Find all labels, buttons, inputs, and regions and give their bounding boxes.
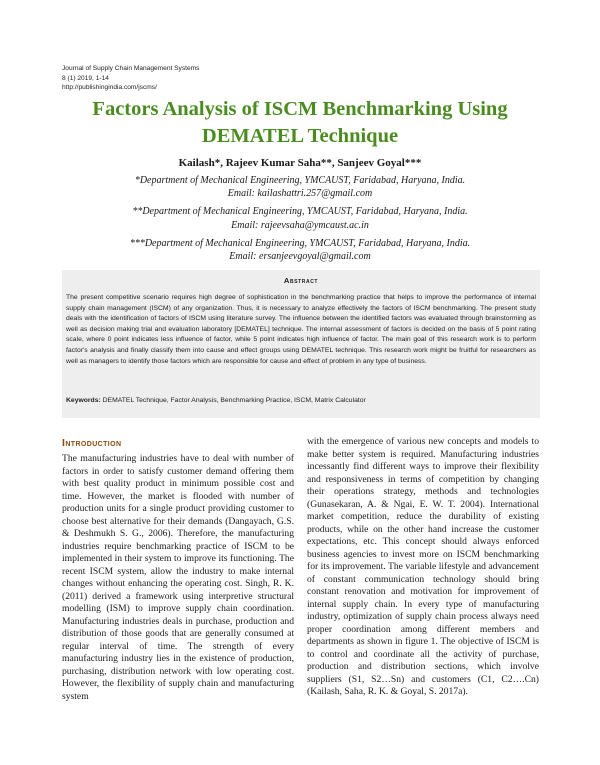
introduction-left-column: The manufacturing industries have to deal with number of factors in order to satisfy customer demand offering them with best quality product in minimum possible cost and time. However, the market is flooded with number of production units for a single product providing customer to choose best alternative for their demands (Dangayach, G.S. & Deshmukh S. G., 2006). Therefore, the manufacturing industries require benchmarking practice of ISCM to be implemented in their system to improve its functioning. The recent ISCM system, allow the industry to make internal changes without enhancing the operating cost. Singh, R. K. (2011) derived a framework using interpretive structural modelling (ISM) to improve supply chain coordination. Manufacturing industries deals in purchase, production and distribution of those goods that are generally consumed at regular interval of time. The strength of every manufacturing industry lies in the existence of production, purchasing, distribution network with low operating cost. However, the flexibility of supply chain and manufacturing system: [62, 453, 294, 702]
abstract-heading: Abstract: [283, 276, 319, 285]
journal-header: [62, 64, 362, 93]
keywords-label: Keywords:: [66, 397, 101, 404]
affiliation-dept: ***Department of Mechanical Engineering, YMCAUST, Faridabad, Haryana, India.: [129, 237, 471, 249]
journal-name: Journal of Supply Chain Management Systems: [62, 65, 200, 72]
introduction-heading: Introduction: [62, 437, 122, 449]
journal-issue: 8 (1) 2019, 1-14: [62, 74, 109, 82]
abstract-text: The present competitive scenario requires high degree of sophistication in the benchmarking practice that helps to improve the performance of internal supply chain management (ISCM) of any organization. Thus, it is necessary to analyze effectively the factors of ISCM benchmarking. The present study deals with the identification of factors of ISCM using literature survey. The influence between the identified factors was evaluated through brainstorming as well as decision making trial and evaluation laboratory [DEMATEL] technique. The internal assessment of factors is decided on the basis of 5 point rating scale, where 0 point indicates less influence of factor, while 5 point indicates high influence of factor. The main goal of this research work is to perform factor's analysis and finally classify them into cause and effect groups using DEMATEL technique. This research work might be fruitful for researchers as well as managers to identify those factors which are responsible for cause and effect of problem in any type of business.: [66, 294, 536, 365]
paper-authors: Kailash*, Rajeev Kumar Saha**, Sanjeev Goyal***: [178, 157, 422, 169]
affiliation-dept: *Department of Mechanical Engineering, YMCAUST, Faridabad, Haryana, India.: [134, 175, 466, 186]
affiliation-dept: **Department of Mechanical Engineering, YMCAUST, Faridabad, Haryana, India.: [132, 206, 468, 218]
introduction-right-column: with the emergence of various new concepts and models to make better system is required. Manufacturing industries incessantly find different ways to improve their flexibility and responsiveness in terms of competition by changing their operations strategy, methods and technologies (Gunasekaran, A. & Ngai, E. W. T. 2004). International market competition, reduce the durability of existing products, while on the other hand increase the customer expectations, etc. This concept should always enforced business agencies to invest more on ISCM benchmarking for its improvement. The variable lifestyle and advancement of constant communication technology should bring constant renovation and motivation for improvement of internal supply chain. In every type of manufacturing industry, optimization of supply chain process always need proper coordination among different members and departments as shown in figure 1. The objective of ISCM is to control and coordinate all the activity of purchase, production and distribution sections, which involve suppliers (S1, S2…Sn) and customers (C1, C2….Cn) (Kailash, Saha, R. K. & Goyal, S. 2017a).: [307, 436, 539, 697]
paper-title: Factors Analysis of ISCM Benchmarking Using DEMATEL Technique: [92, 98, 508, 147]
affiliation-email: Email: ersanjeevgoyal@gmail.com: [229, 251, 371, 263]
affiliation-email: Email: rajeevsaha@ymcaust.ac.in: [231, 219, 369, 231]
journal-url[interactable]: http://publishingindia.com/jscms/: [62, 84, 157, 92]
affiliation-1: [40, 174, 560, 201]
keywords-list: DEMATEL Technique, Factor Analysis, Benchmarking Practice, ISCM, Matrix Calculator: [102, 397, 366, 404]
affiliation-2: [40, 205, 560, 232]
keywords: [66, 396, 536, 406]
affiliations: [40, 174, 560, 268]
affiliation-email: Email: kailashattri.257@gmail.com: [227, 188, 373, 200]
affiliation-3: [40, 237, 560, 264]
abstract-box: [62, 270, 540, 418]
